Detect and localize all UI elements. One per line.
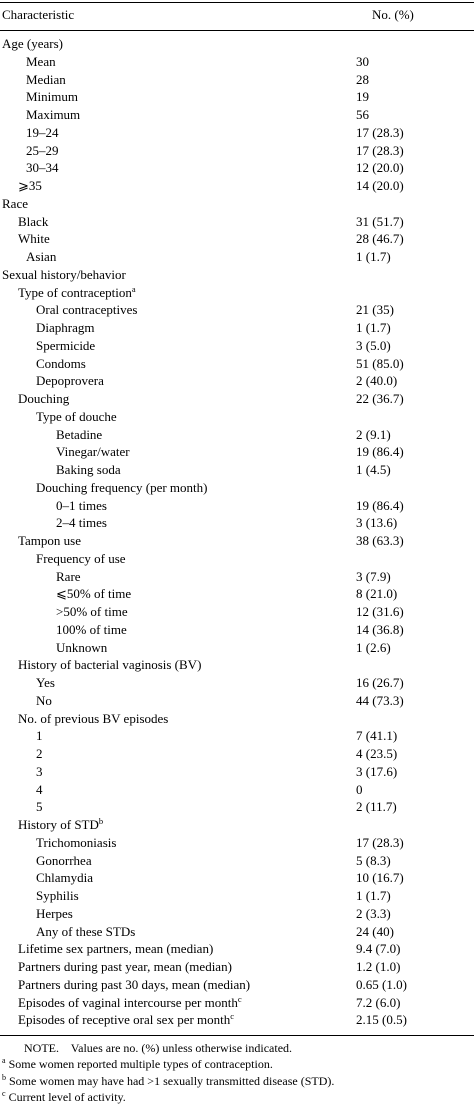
table-row <box>0 798 474 816</box>
row-value: 8 (21.0) <box>356 586 398 602</box>
table-row <box>0 887 474 905</box>
table-row <box>0 781 474 799</box>
row-label <box>36 834 116 852</box>
row-value: 21 (35) <box>356 302 394 318</box>
row-label <box>56 497 107 515</box>
row-label <box>18 940 213 958</box>
row-label <box>26 159 59 177</box>
row-value: 38 (63.3) <box>356 533 404 548</box>
row-value: 9.4 (7.0) <box>356 941 401 957</box>
table-row <box>0 355 474 373</box>
row-label <box>36 745 43 763</box>
row-label-text: Sexual history/behavior <box>2 266 126 282</box>
table-row <box>0 426 474 444</box>
row-label <box>56 621 127 639</box>
row-label <box>26 106 80 124</box>
row-value: 12 (20.0) <box>356 160 404 176</box>
row-label-text: White <box>18 231 50 247</box>
row-value: 5 (8.3) <box>356 852 391 868</box>
row-value: 51 (85.0) <box>356 355 404 371</box>
table-row <box>0 514 474 532</box>
table-row <box>0 230 474 248</box>
row-value: 1.2 (1.0) <box>356 959 401 974</box>
row-label-text: ⩽50% of time <box>56 586 132 602</box>
bottom-rule <box>0 1035 474 1036</box>
table-row <box>0 692 474 710</box>
row-label-text: Spermicide <box>36 337 96 353</box>
row-value: 22 (36.7) <box>356 391 404 406</box>
row-label <box>26 88 78 106</box>
row-label-text: Oral contraceptives <box>36 302 138 318</box>
row-value: 56 <box>356 107 369 122</box>
row-label-text: Partners during past year, mean (median) <box>18 959 232 974</box>
row-label <box>36 319 94 337</box>
table-row <box>0 159 474 177</box>
table-row <box>0 71 474 89</box>
table-row <box>0 195 474 213</box>
row-value: 7 (41.1) <box>356 728 398 744</box>
row-label <box>36 674 55 692</box>
row-label-text: Mean <box>26 53 56 69</box>
table-row <box>0 994 474 1012</box>
row-label-text: 30–34 <box>26 160 59 176</box>
row-value: 2 (11.7) <box>356 799 397 815</box>
table-row <box>0 710 474 728</box>
row-label <box>36 479 207 497</box>
table-row <box>0 976 474 994</box>
row-label <box>26 53 56 71</box>
footnote-marker: b <box>98 816 104 826</box>
table-row <box>0 88 474 106</box>
footnote <box>24 1040 474 1056</box>
footnote-text: Some women may have had >1 sexually transmitted disease (STD). <box>9 1073 335 1088</box>
footnote-marker: c <box>230 1011 235 1022</box>
row-label-text: Any of these STDs <box>36 923 136 939</box>
table-row <box>0 461 474 479</box>
row-label <box>18 213 48 231</box>
footnote-mark: c <box>2 1088 6 1098</box>
row-label <box>36 727 43 745</box>
row-label <box>18 230 50 248</box>
table-row <box>0 869 474 887</box>
row-label-text: Yes <box>36 675 55 690</box>
row-label <box>18 390 69 408</box>
row-label <box>2 35 63 53</box>
table-row <box>0 372 474 390</box>
table-row <box>0 852 474 870</box>
footnote-marker: c <box>237 993 242 1004</box>
row-label-text: 19–24 <box>26 124 59 140</box>
row-label <box>56 461 121 479</box>
row-label <box>36 372 104 390</box>
row-label-text: Trichomoniasis <box>36 834 117 850</box>
row-label-text: 2 <box>36 746 43 761</box>
table-row <box>0 319 474 337</box>
row-label-text: 25–29 <box>26 142 59 158</box>
table-row <box>0 479 474 497</box>
row-value: 28 (46.7) <box>356 231 404 247</box>
row-label <box>56 603 128 621</box>
row-label-text: Minimum <box>26 89 79 105</box>
row-label <box>18 177 42 195</box>
header-rule <box>0 30 474 31</box>
table-row <box>0 106 474 124</box>
table-row <box>0 763 474 781</box>
row-label <box>36 923 135 941</box>
row-label <box>56 426 102 444</box>
row-label <box>36 763 43 781</box>
row-label-text: Age (years) <box>2 36 63 51</box>
table-row <box>0 550 474 568</box>
table-row <box>0 603 474 621</box>
row-label <box>36 355 86 373</box>
table-row <box>0 266 474 284</box>
row-value: 17 (28.3) <box>356 124 404 140</box>
row-value: 4 (23.5) <box>356 746 398 761</box>
row-label <box>26 142 59 160</box>
row-label-text: Median <box>26 71 66 87</box>
row-label-text: Diaphragm <box>36 320 95 335</box>
row-value: 31 (51.7) <box>356 213 404 229</box>
row-label <box>36 798 43 816</box>
row-label <box>36 301 137 319</box>
row-value: 3 (17.6) <box>356 763 398 779</box>
row-label-text: ⩾35 <box>18 178 42 193</box>
row-label <box>56 514 107 532</box>
row-label-text: Episodes of receptive oral sex per month <box>18 1012 231 1028</box>
row-label-text: 2–4 times <box>56 515 107 531</box>
table-row <box>0 727 474 745</box>
row-label-text: Unknown <box>56 639 108 655</box>
row-value: 2 (3.3) <box>356 905 391 921</box>
table-row <box>0 284 474 302</box>
row-value: 3 (5.0) <box>356 337 391 353</box>
row-label-text: Depoprovera <box>36 373 104 389</box>
table-row <box>0 53 474 71</box>
row-value: 2 (9.1) <box>356 426 391 442</box>
row-label <box>36 852 92 870</box>
table-row <box>0 301 474 319</box>
row-label-text: Tampon use <box>18 533 81 548</box>
row-label-text: Gonorrhea <box>36 852 92 868</box>
row-label-text: Chlamydia <box>36 870 94 886</box>
row-label-text: Syphilis <box>36 888 79 903</box>
row-label-text: Douching <box>18 391 70 406</box>
row-label-text: Black <box>18 213 49 229</box>
row-value: 19 (86.4) <box>356 497 404 513</box>
footnote <box>2 1056 474 1072</box>
row-label <box>18 656 201 674</box>
row-label <box>18 816 103 834</box>
row-value: 24 (40) <box>356 923 394 939</box>
row-label-text: History of STD <box>18 817 99 832</box>
row-label-text: No <box>36 692 52 708</box>
footnote <box>2 1073 474 1089</box>
top-rule <box>0 2 474 3</box>
row-label <box>18 1011 234 1029</box>
row-label-text: Douching frequency (per month) <box>36 479 208 495</box>
row-label <box>56 443 130 461</box>
row-value: 14 (20.0) <box>356 178 404 193</box>
footnote <box>2 1089 474 1105</box>
row-label-text: Herpes <box>36 905 73 921</box>
row-label-text: Vinegar/water <box>56 444 130 460</box>
row-label <box>56 639 107 657</box>
row-label <box>36 408 117 426</box>
table-row <box>0 940 474 958</box>
row-label <box>36 692 52 710</box>
row-label-text: Partners during past 30 days, mean (median) <box>18 976 251 992</box>
table-row <box>0 834 474 852</box>
table-row <box>0 124 474 142</box>
row-label-text: Type of douche <box>36 408 117 424</box>
table-row <box>0 443 474 461</box>
row-label-text: 3 <box>36 763 43 779</box>
row-label-text: Betadine <box>56 426 103 442</box>
row-value: 0 <box>356 781 363 797</box>
row-label-text: 0–1 times <box>56 497 107 513</box>
table-row <box>0 674 474 692</box>
table-row <box>0 585 474 603</box>
row-label <box>26 124 59 142</box>
row-label-text: Episodes of vaginal intercourse per month <box>18 994 238 1010</box>
row-label <box>2 266 126 284</box>
table-row <box>0 408 474 426</box>
table-row <box>0 1011 474 1029</box>
footnote-text: Some women reported multiple types of contraception. <box>8 1057 273 1072</box>
row-label-text: Frequency of use <box>36 550 126 566</box>
row-value: 17 (28.3) <box>356 834 404 850</box>
row-label <box>18 994 242 1012</box>
row-label-text: 5 <box>36 799 43 815</box>
footnote-mark: b <box>2 1072 6 1082</box>
row-value: 2.15 (0.5) <box>356 1012 407 1028</box>
row-label-text: History of bacterial vaginosis (BV) <box>18 657 202 673</box>
table-row <box>0 35 474 53</box>
row-value: 0.65 (1.0) <box>356 976 407 992</box>
table-row <box>0 816 474 834</box>
row-label <box>36 781 43 799</box>
row-label-text: Baking soda <box>56 462 121 477</box>
table-row <box>0 905 474 923</box>
row-label-text: Lifetime sex partners, mean (median) <box>18 941 214 957</box>
row-label <box>56 585 131 603</box>
table-row <box>0 639 474 657</box>
row-label-text: Rare <box>56 568 81 584</box>
footnote-marker: a <box>131 283 136 294</box>
row-value: 19 (86.4) <box>356 444 404 460</box>
row-label <box>36 905 73 923</box>
row-label <box>26 71 66 89</box>
table-notes <box>0 1040 474 1105</box>
table-row <box>0 248 474 266</box>
footnote-mark: a <box>2 1056 6 1066</box>
row-label-text: No. of previous BV episodes <box>18 710 169 726</box>
table-row <box>0 337 474 355</box>
table-row <box>0 923 474 941</box>
row-value: 1 (2.6) <box>356 639 391 655</box>
row-label <box>26 248 56 266</box>
row-label <box>18 958 232 976</box>
row-value: 17 (28.3) <box>356 142 404 158</box>
table-row <box>0 177 474 195</box>
row-value: 28 <box>356 71 369 87</box>
row-label-text: Asian <box>26 249 57 264</box>
table-row <box>0 568 474 586</box>
row-value: 14 (36.8) <box>356 621 404 637</box>
row-label-text: 1 <box>36 728 43 744</box>
row-value: 1 (1.7) <box>356 888 391 903</box>
footnote-text: NOTE. Values are no. (%) unless otherwise indicated. <box>24 1041 293 1055</box>
row-value: 3 (13.6) <box>356 515 398 531</box>
row-value: 7.2 (6.0) <box>356 994 401 1010</box>
row-value: 1 (1.7) <box>356 320 391 335</box>
row-label-text: >50% of time <box>56 604 128 619</box>
row-label <box>36 550 126 568</box>
table-row <box>0 497 474 515</box>
row-label <box>18 532 81 550</box>
row-label <box>18 284 136 302</box>
row-label-text: Maximum <box>26 107 81 122</box>
row-label-text: Type of contraception <box>18 284 132 300</box>
table-row <box>0 958 474 976</box>
table-row <box>0 621 474 639</box>
footnote-text: Current level of activity. <box>8 1089 126 1104</box>
table-row <box>0 142 474 160</box>
row-value: 3 (7.9) <box>356 568 391 584</box>
row-value: 1 (1.7) <box>356 249 391 264</box>
row-label <box>56 568 81 586</box>
row-label <box>2 195 28 213</box>
row-value: 1 (4.5) <box>356 462 391 477</box>
table-row <box>0 390 474 408</box>
row-label <box>18 710 168 728</box>
row-value: 44 (73.3) <box>356 692 404 708</box>
row-value: 2 (40.0) <box>356 373 398 389</box>
row-label-text: 100% of time <box>56 621 127 637</box>
header-characteristic: Characteristic <box>2 7 75 22</box>
row-label-text: Condoms <box>36 355 86 371</box>
table-row <box>0 532 474 550</box>
header-value: No. (%) <box>372 7 414 22</box>
row-label <box>18 976 250 994</box>
row-value: 12 (31.6) <box>356 604 404 619</box>
row-value: 10 (16.7) <box>356 870 404 886</box>
row-label <box>36 869 93 887</box>
row-value: 30 <box>356 53 369 69</box>
table-row <box>0 213 474 231</box>
row-label-text: 4 <box>36 781 43 797</box>
table-row <box>0 656 474 674</box>
row-label <box>36 887 79 905</box>
row-label-text: Race <box>2 195 28 211</box>
row-value: 19 <box>356 89 369 105</box>
table-row <box>0 745 474 763</box>
row-value: 16 (26.7) <box>356 675 404 690</box>
row-label <box>36 337 95 355</box>
